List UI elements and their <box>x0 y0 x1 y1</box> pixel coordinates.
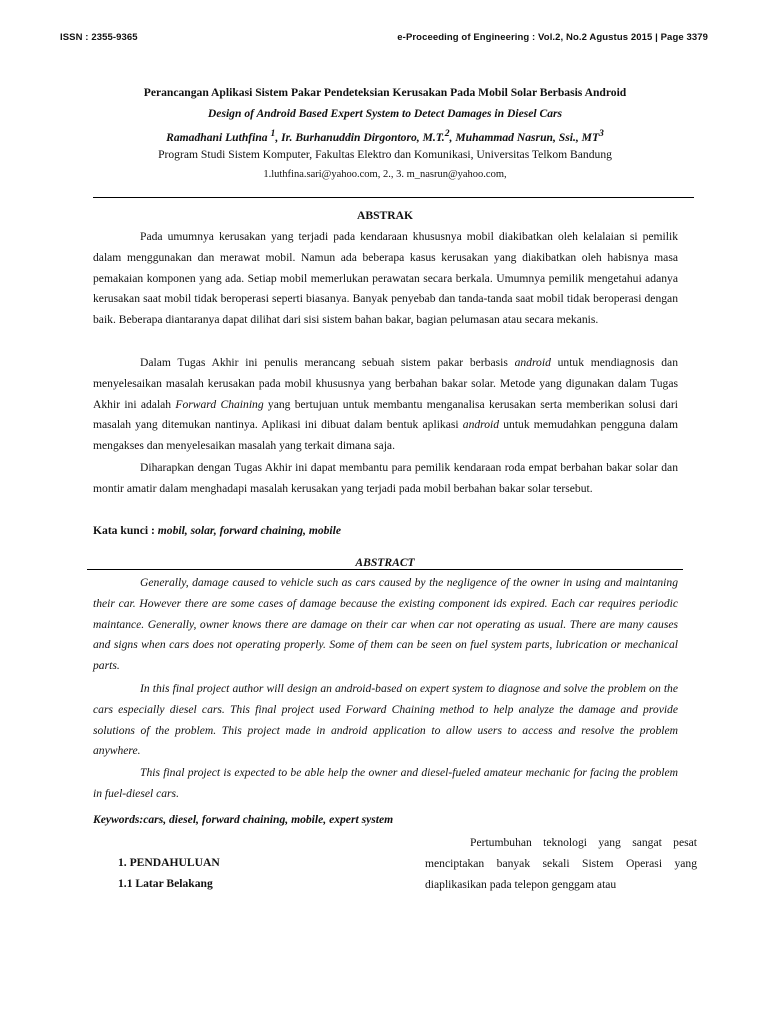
abstract-p2-text: In this final project author will design an android-based on expert system to diagnose and solve the problem on the cars especially diesel cars. This final project used Forward Chaining method to help analyze the damage and provide solutions of the problem. This project made in android application to allow users to access and resolve the problem anywhere. <box>93 682 678 758</box>
section-heading: 1. PENDAHULUAN <box>118 856 220 869</box>
author-sup: 3 <box>599 128 604 139</box>
p2-italic: Forward Chaining <box>175 397 264 411</box>
intro-right-column: Pertumbuhan teknologi yang sangat pesat menciptakan banyak sekali Sistem Operasi yang diaplikasikan pada telepon genggam atau <box>425 836 697 891</box>
author-sep: , <box>449 130 456 144</box>
kw-values: mobil, solar, forward chaining, mobile <box>157 524 342 537</box>
paper-title: Perancangan Aplikasi Sistem Pakar Pendeteksian Kerusakan Pada Mobil Solar Berbasis Android <box>143 86 627 99</box>
p2-text: untuk memudahkan pengguna dalam mengakses dan menyelesaikan masalah yang terkait dimana saja. <box>93 418 678 453</box>
author-name: Ramadhani Luthfina <box>166 130 271 144</box>
p2-text: untuk mendiagnosis dan menyelesaikan masalah kerusakan pada mobil khususnya yang berbahan bakar solar. Metode yang digunakan dalam Tugas Akhir ini adalah <box>93 356 679 411</box>
abstrak-p3-text: Diharapkan dengan Tugas Akhir ini dapat membantu para pemilik kendaraan roda empat berbahan bakar solar dan montir amatir dalam menghadapi masalah kerusakan yang terjadi pada mobil berbahan bakar solar tersebut. <box>93 461 678 495</box>
abstrak-heading: ABSTRAK <box>356 209 414 222</box>
abstrak-p1-text: Pada umumnya kerusakan yang terjadi pada kendaraan khususnya mobil diakibatkan oleh kelalaian si pemilik dalam menggunakan dan merawat mobil. Namun ada beberapa kasus kerusakan yang diakibatkan oleh habisnya masa pemakaian komponen yang ada. Setiap mobil memerlukan perawatan secara berkala. Umumnya pemilik mengetahui adanya kerusakan saat mobil tidak beroperasi seperti biasanya. Banyak penyebab dan tanda-tanda saat mobil tidak beroperasi dengan baik. Beberapa diantaranya dapat dilihat dari sisi sistem bahan bakar, bagian pelumasan atau secara mekanis. <box>93 230 678 327</box>
issn-header: ISSN : 2355-9365 <box>60 32 138 43</box>
abstract-p1-text: Generally, damage caused to vehicle such as cars caused by the negligence of the owner in using and maintaning their car. However there are some cases of damage because the existing component ids expired. Each car requires periodic maintance. Generally, owner knows there are damage on their car when car not operating as usual. There are many causes and signs when cars does not operating properly. Some of them can be seen on fuel system parts, lubrication or mechanical parts. <box>93 576 678 673</box>
author-list <box>60 128 710 144</box>
author-emails: 1.luthfina.sari@yahoo.com, 2., 3. m_nasrun@yahoo.com, <box>263 169 507 180</box>
author-name: Ir. Burhanuddin Dirgontoro, M.T. <box>281 130 445 144</box>
affiliation: Program Studi Sistem Komputer, Fakultas Elektro dan Komunikasi, Universitas Telkom Bandung <box>158 148 612 161</box>
abstract-p3-text: This final project is expected to be able help the owner and diesel-fueled amateur mechanic for facing the problem in fuel-diesel cars. <box>93 766 678 800</box>
subsection-heading: 1.1 Latar Belakang <box>118 877 213 890</box>
author-sup: 2 <box>444 128 450 139</box>
abstrak-paragraph-3 <box>93 458 678 500</box>
p2-italic: android <box>514 356 551 369</box>
header-divider <box>93 197 694 198</box>
author-sep: , <box>275 130 282 144</box>
kw-label: Kata kunci : <box>93 524 158 537</box>
p2-text: Dalam Tugas Akhir ini penulis merancang sebuah sistem pakar berbasis <box>140 356 515 369</box>
paper-subtitle: Design of Android Based Expert System to Detect Damages in Diesel Cars <box>207 107 563 120</box>
abstract-paragraph-3 <box>93 763 678 805</box>
keywords: Keywords:cars, diesel, forward chaining, mobile, expert system <box>93 813 394 826</box>
journal-header: e-Proceeding of Engineering : Vol.2, No.2 Agustus 2015 | Page 3379 <box>397 32 708 43</box>
author-sup: 1 <box>270 128 276 139</box>
p2-text: yang bertujuan untuk membantu menganalisa kerusakan serta memberikan solusi dari masalah yang ditemukan nantinya. Aplikasi ini dibuat dalam bentuk aplikasi <box>93 397 678 432</box>
abstract-paragraph-1 <box>93 573 678 677</box>
abstract-paragraph-2 <box>93 679 678 762</box>
p2-italic: android <box>462 418 500 432</box>
author-name: Muhammad Nasrun, Ssi., MT <box>455 130 600 144</box>
abstrak-paragraph-2 <box>93 353 678 457</box>
abstrak-paragraph-1 <box>93 227 678 331</box>
abstract-heading: ABSTRACT <box>355 556 415 569</box>
kata-kunci <box>93 524 341 537</box>
abstract-divider <box>87 569 683 570</box>
